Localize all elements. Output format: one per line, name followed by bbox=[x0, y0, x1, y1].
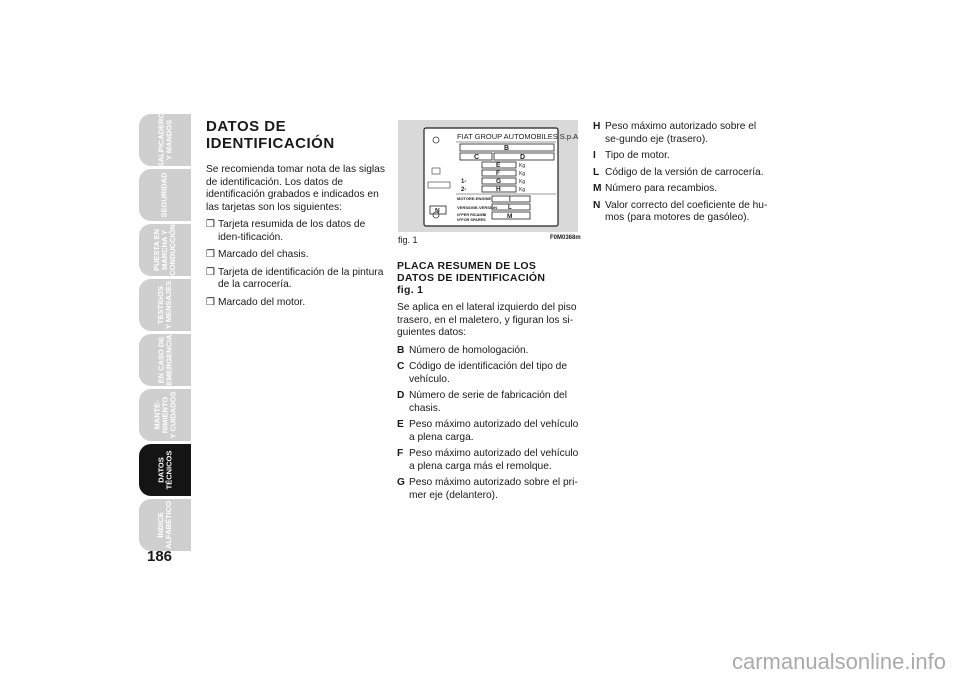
plate-title: FIAT GROUP AUTOMOBILES S.p.A. bbox=[457, 132, 578, 141]
plate-letter-f: F bbox=[496, 170, 500, 177]
tab-emergencia[interactable] bbox=[139, 334, 191, 386]
tab-label: SEGURIDAD bbox=[159, 172, 169, 218]
axle-2-label: 2- bbox=[461, 187, 467, 193]
plate-letter-l: L bbox=[508, 205, 512, 211]
definition-key: F bbox=[397, 448, 404, 459]
plate-letter-c: C bbox=[474, 154, 480, 161]
tab-puesta-en-marcha[interactable] bbox=[139, 224, 191, 276]
ricambi-label: N°PER RICAMBI bbox=[457, 213, 487, 217]
intro-paragraph: Se recomienda tomar nota de las siglas de identificación. Los datos de identificación grabados e indicados en las tarjetas son los siguientes: bbox=[206, 164, 385, 213]
list-item-text: Marcado del chasis. bbox=[218, 249, 309, 260]
definition-text: Peso máximo autorizado del vehículo a plena carga más el remolque. bbox=[409, 448, 579, 472]
tab-indice[interactable] bbox=[139, 499, 191, 551]
version-label: VERSIONE-VERSION bbox=[457, 205, 498, 210]
definition-text: Valor correcto del coeficiente de hu-mos (para motores de gasóleo). bbox=[605, 199, 768, 223]
tab-datos-tecnicos[interactable] bbox=[139, 444, 191, 496]
list-item bbox=[206, 267, 386, 292]
title-line: PLACA RESUMEN DE LOS bbox=[397, 260, 537, 272]
definition-item bbox=[593, 167, 773, 180]
definition-item bbox=[593, 121, 773, 146]
plate-letter-d: D bbox=[520, 154, 526, 161]
plate-letter-e: E bbox=[496, 162, 501, 169]
spares-label: N°FOR SPARES bbox=[457, 218, 486, 222]
kg-label: Kg bbox=[519, 179, 526, 185]
section-title bbox=[397, 260, 579, 296]
list-item-text: Marcado del motor. bbox=[218, 296, 306, 308]
kg-label: Kg bbox=[519, 187, 526, 193]
definition-item bbox=[397, 390, 579, 415]
intro-paragraph: Se aplica en el lateral izquierdo del piso trasero, en el maletero, y figuran los si-guientes datos: bbox=[397, 302, 577, 338]
title-line: DATOS DE bbox=[206, 118, 287, 135]
tab-salpicadero[interactable] bbox=[139, 114, 191, 166]
definition-text: Peso máximo autorizado sobre el se-gundo eje (trasero). bbox=[605, 121, 757, 145]
tab-label: SALPICADERO Y MANDOS bbox=[156, 112, 173, 168]
definition-text: Peso máximo autorizado sobre el pri-mer eje (delantero). bbox=[409, 477, 578, 501]
list-item-text: Tarjeta de identificación de la pintura de la carrocería. bbox=[218, 266, 384, 290]
definition-key: C bbox=[397, 361, 405, 372]
plate-letter-n: N bbox=[435, 207, 440, 215]
title-line: fig. 1 bbox=[397, 284, 424, 296]
strip-icon bbox=[428, 182, 450, 188]
list-item-text: Tarjeta resumida de los datos de iden-tificación. bbox=[218, 219, 366, 243]
axle-1-label: 1- bbox=[461, 179, 467, 185]
definition-key: I bbox=[593, 150, 596, 161]
motor-label: MOTORE-ENGINE bbox=[457, 196, 492, 201]
tab-label: EN CASO DE EMERGENCIA bbox=[156, 334, 173, 386]
bullet-box-icon: ❒ bbox=[206, 266, 215, 278]
definition-item bbox=[593, 183, 773, 196]
definition-key: E bbox=[397, 419, 404, 430]
list-item bbox=[206, 249, 386, 262]
watermark: carmanualsonline.info bbox=[731, 649, 946, 674]
tab-label: MANTE- NIMIENTO Y CUIDADOS bbox=[151, 391, 177, 439]
section-placa-resumen bbox=[397, 260, 579, 506]
figure-code: F0M0368m bbox=[550, 235, 581, 241]
definition-item bbox=[593, 200, 773, 225]
definition-text: Número de homologación. bbox=[409, 344, 529, 356]
definition-text: Código de identificación del tipo de vehículo. bbox=[409, 361, 568, 385]
plate-letter-g: G bbox=[496, 178, 502, 185]
definition-item bbox=[397, 477, 579, 502]
title-line: DATOS DE IDENTIFICACIÓN bbox=[397, 272, 546, 284]
definition-text: Tipo de motor. bbox=[605, 150, 670, 161]
figure-caption: fig. 1 bbox=[398, 235, 418, 245]
tab-label: TESTIGOS Y MENSAJES bbox=[156, 280, 173, 330]
definition-text: Número para recambios. bbox=[605, 183, 718, 194]
page-number: 186 bbox=[147, 548, 173, 565]
definition-text: Peso máximo autorizado del vehículo a plena carga. bbox=[409, 419, 579, 443]
plate-letter-m: M bbox=[507, 213, 513, 220]
definition-key: L bbox=[593, 166, 600, 178]
definition-item bbox=[397, 345, 579, 358]
tab-label: PUESTA EN MARCHA Y CONDUCCIÓN bbox=[151, 224, 177, 276]
plate-outline bbox=[424, 128, 558, 226]
kg-label: Kg bbox=[519, 163, 526, 169]
bullet-box-icon: ❒ bbox=[206, 249, 215, 260]
bullet-box-icon: ❒ bbox=[206, 219, 215, 230]
definition-key: B bbox=[397, 344, 405, 356]
tab-label: ÍNDICE ALFABÉTICO bbox=[155, 501, 173, 549]
plate-letter-i: I bbox=[509, 197, 511, 203]
definition-item bbox=[397, 448, 579, 473]
plate-letter-b: B bbox=[504, 145, 510, 152]
bullet-box-icon: ❒ bbox=[206, 296, 215, 308]
tab-testigos[interactable] bbox=[139, 279, 191, 331]
definition-item bbox=[397, 361, 579, 386]
title-line: IDENTIFICACIÓN bbox=[206, 135, 335, 152]
plate-letter-h: H bbox=[496, 186, 501, 193]
list-item bbox=[206, 297, 386, 310]
list-item bbox=[206, 219, 386, 244]
definition-item bbox=[397, 419, 579, 444]
tab-mantenimiento[interactable] bbox=[139, 389, 191, 441]
kg-label: Kg bbox=[519, 171, 526, 177]
section-placa-continuacion bbox=[593, 121, 773, 229]
identification-plate-figure bbox=[398, 120, 578, 232]
definition-text: Número de serie de fabricación del chasis. bbox=[409, 390, 567, 414]
section-title bbox=[206, 118, 386, 152]
definition-text: Código de la versión de carrocería. bbox=[605, 166, 764, 178]
definition-key: G bbox=[397, 477, 405, 488]
tab-label: DATOS TÉCNICOS bbox=[155, 450, 173, 490]
definition-key: H bbox=[593, 121, 601, 132]
tab-seguridad[interactable] bbox=[139, 169, 191, 221]
section-identificacion bbox=[206, 118, 386, 314]
definition-key: D bbox=[397, 390, 405, 401]
plate-drawing bbox=[398, 120, 578, 232]
definition-key: M bbox=[593, 183, 602, 194]
definition-key: N bbox=[593, 199, 601, 211]
definition-item bbox=[593, 150, 773, 163]
